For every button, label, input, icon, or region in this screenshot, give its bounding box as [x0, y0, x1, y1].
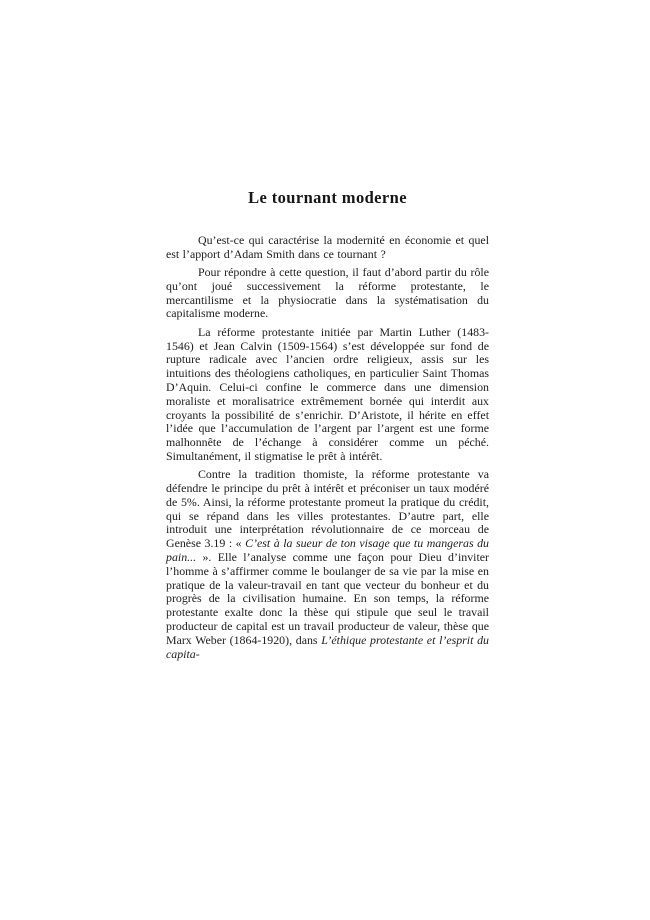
text-block [166, 188, 489, 661]
chapter-title: Le tournant moderne [248, 188, 407, 207]
italic-run: C’est à la sueur de ton visage que tu mangeras du pain... [166, 536, 489, 565]
text-run: Pour répondre à cette question, il faut d’abord partir du rôle qu’ont joué successivement la réforme protestante, le mercantilisme et la physiocratie dans la systématisation du capitalisme moderne. [166, 265, 489, 321]
text-run: ». Elle l’analyse comme une façon pour Dieu d’inviter l’homme à s’affirmer comme le boulanger de sa vie par la mise en pratique de la valeur-travail en tant que vecteur du bonheur et du progrès de la civilisation humaine. En son temps, la réforme protestante exalte donc la thèse qui stipule que seul le travail producteur de capital est un travail producteur de valeur, thèse que Marx Weber (1864-1920), dans [166, 550, 489, 647]
text-run: Qu’est-ce qui caractérise la modernité en économie et quel est l’apport d’Adam Smith dans ce tournant ? [166, 233, 489, 261]
text-run: Contre la tradition thomiste, la réforme protestante va défendre le principe du prêt à intérêt et préconiser un taux modéré de 5%. Ainsi, la réforme protestante promeut la pratique du crédit, qui se répand dans les villes protestantes. D’autre part, elle introduit une interprétation révolutionnaire de ce morceau de Genèse 3.19 : « [166, 467, 489, 551]
body-text [166, 234, 489, 661]
text-run: La réforme protestante initiée par Martin Luther (1483-1546) et Jean Calvin (1509-1564) s’est développée sur fond de rupture radicale avec l’ancien ordre religieux, assis sur les intuitions des théologiens catholiques, en particulier Saint Thomas D’Aquin. Celui-ci confine le commerce dans une dimension moraliste et moralisatrice extrêmement bornée qui interdit aux croyants la possibilité de s’enrichir. D’Aristote, il hérite en effet l’idée que l’accumulation de l’argent par l’argent est une forme malhonnête de l’échange à considérer comme un péché. Simultanément, il stigmatise le prêt à intérêt. [166, 324, 489, 463]
paragraph [166, 234, 489, 262]
paragraph [166, 326, 489, 464]
paragraph [166, 468, 489, 661]
italic-run: L’éthique protestante et l’esprit du capita- [166, 632, 489, 661]
paragraph [166, 266, 489, 321]
